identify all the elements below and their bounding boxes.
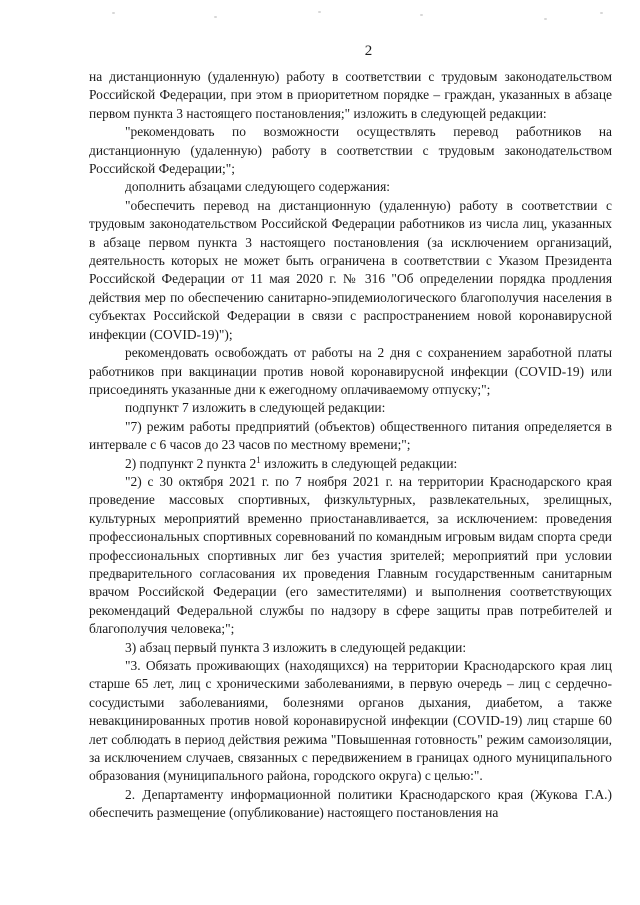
paragraph: "обеспечить перевод на дистанционную (удаленную) работу в соответствии с трудовым законодательством Российской Федерации работников из числа лиц, указанных в абзаце первом пункта 3 настоящего постановления (за исключением организаций, деятельность которых не может быть ограничена в соответствии с Указом Президента Российской Федерации от 11 мая 2020 г. № 316 "Об определении порядка продления действия мер по обеспечению санитарно-эпидемиологического благополучия населения в субъектах Российской Федерации в связи с распространением новой коронавирусной инфекции (COVID-19)");	[89, 197, 612, 342]
scan-speck	[544, 18, 547, 20]
superscript: 1	[256, 454, 261, 465]
paragraph: "7) режим работы предприятий (объектов) общественного питания определяется в интервале с 6 часов до 23 часов по местному времени;";	[89, 418, 612, 453]
paragraph: 2. Департаменту информационной политики Краснодарского края (Жукова Г.А.) обеспечить размещение (опубликование) настоящего постановления на	[89, 786, 612, 821]
paragraph: рекомендовать освобождать от работы на 2 дня с сохранением заработной платы работников при вакцинации против новой коронавирусной инфекции (COVID-19) или присоединять указанные дни к ежегодному оплачиваемому отпуску;";	[89, 345, 612, 397]
scan-speck	[318, 11, 321, 13]
paragraph: 3) абзац первый пункта 3 изложить в следующей редакции:	[125, 639, 467, 655]
scan-speck	[420, 14, 423, 16]
paragraph	[89, 455, 612, 473]
paragraph: "2) с 30 октября 2021 г. по 7 ноября 2021 г. на территории Краснодарского края проведение массовых спортивных, физкультурных, развлекательных, зрелищных, культурных мероприятий временно приостанавливается, за исключением: проведения профессиональных спортивных соревнований по командным игровым видам спорта среди профессиональных спортивных лиг без участия зрителей; мероприятий при условии предварительного согласования их проведения Главным государственным санитарным врачом Российской Федерации (его заместителями) и выполнения соответствующих рекомендаций Федеральной службы по надзору в сфере защиты прав потребителей и благополучия человека;";	[89, 473, 612, 637]
paragraph: "рекомендовать по возможности осуществлять перевод работников на дистанционную (удаленную) работу в соответствии с трудовым законодательством Российской Федерации;";	[89, 124, 612, 177]
paragraph: подпункт 7 изложить в следующей редакции:	[125, 400, 386, 416]
scan-speck	[600, 12, 603, 14]
scan-speck	[112, 12, 115, 14]
paragraph: на дистанционную (удаленную) работу в соответствии с трудовым законодательством Российской Федерации, при этом в приоритетном порядке – граждан, указанных в абзаце первом пункта 3 настоящего постановления;" изложить в следующей редакции:	[89, 69, 612, 121]
paragraph: "3. Обязать проживающих (находящихся) на территории Краснодарского края лиц старше 65 лет, лиц с хроническими заболеваниями, в первую очередь – лиц с сердечно-сосудистыми заболеваниями, болезнями органов дыхания, диабетом, а также невакцинированных против новой коронавирусной инфекции (COVID-19) лиц старше 60 лет соблюдать в период действия режима "Повышенная готовность" режим самоизоляции, за исключением случаев, связанных с передвижением в границах одного муниципального образования (муниципального района, городского округа) с целью:".	[89, 658, 612, 784]
paragraph-text: 2) подпункт 2 пункта 2	[125, 455, 257, 471]
paragraph-text: изложить в следующей редакции:	[260, 455, 458, 471]
page-number: 2	[364, 43, 373, 59]
paragraph: дополнить абзацами следующего содержания:	[125, 179, 390, 195]
scan-speck	[214, 16, 217, 18]
